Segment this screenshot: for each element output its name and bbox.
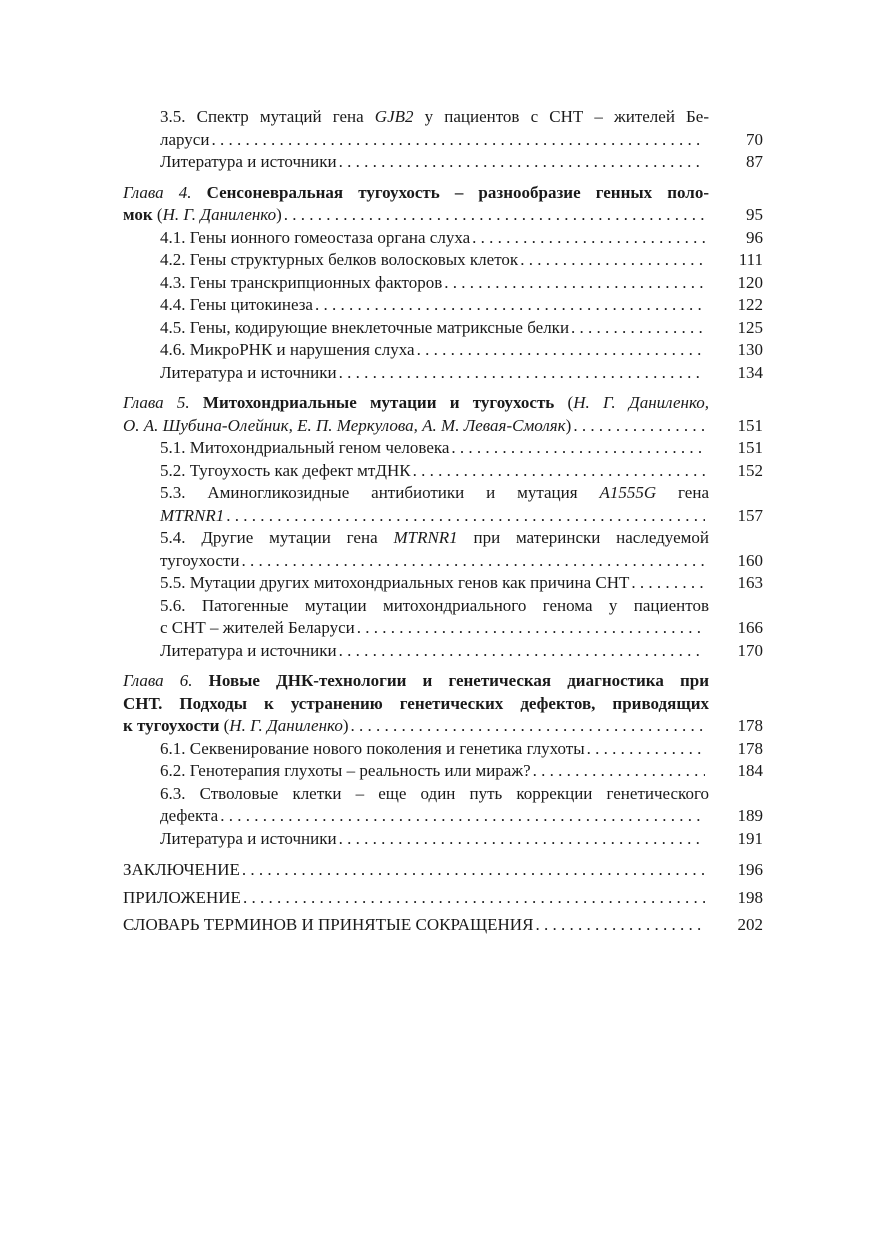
toc-chapter-5[interactable]: Глава 5. Митохондриальные мутации и тугоухость (Н. Г. Даниленко, [123, 393, 709, 412]
toc-entry-5-2[interactable]: 5.2. Тугоухость как дефект мтДНК . . . 152 [123, 460, 763, 483]
toc-entry-3-5-cont[interactable]: ларуси . . . 70 [123, 129, 763, 152]
toc-chapter-6-cont[interactable]: СНТ. Подходы к устранению генетических дефектов, приводящих [123, 693, 709, 713]
toc-entry-6-3-cont[interactable]: дефекта . . . 189 [123, 805, 763, 828]
toc-chapter-4[interactable]: Глава 4. Сенсоневральная тугоухость – разнообразие генных поло- [123, 182, 709, 202]
leader-dots [284, 204, 705, 227]
toc-entry-4-3[interactable]: 4.3. Гены транскрипционных факторов . . . 120 [123, 272, 763, 295]
toc-entry-5-6[interactable]: 5.6. Патогенные мутации митохондриального генома у пациентов [160, 595, 709, 615]
toc-entry-5-4-cont[interactable]: тугоухости . . . 160 [123, 550, 763, 573]
page-number: 70 [746, 129, 763, 149]
toc-entry-6-1[interactable]: 6.1. Секвенирование нового поколения и генетика глухоты . . . 178 [123, 738, 763, 761]
toc-entry-3-literature[interactable]: Литература и источники . . . 87 [123, 151, 763, 174]
toc-entry-4-2[interactable]: 4.2. Гены структурных белков волосковых клеток . . . 111 [123, 249, 763, 272]
toc-entry-5-5[interactable]: 5.5. Мутации других митохондриальных генов как причина СНТ . . . 163 [123, 572, 763, 595]
toc-entry-5-6-cont[interactable]: с СНТ – жителей Беларуси . . . 166 [123, 617, 763, 640]
page-number: 87 [746, 152, 763, 171]
toc-chapter-6[interactable]: Глава 6. Новые ДНК-технологии и генетическая диагностика при [123, 671, 710, 690]
toc-entry-5-4[interactable]: 5.4. Другие мутации гена MTRNR1 при матерински наследуемой [160, 528, 709, 547]
toc-entry-3-5[interactable]: 3.5. Спектр мутаций гена GJB2 у пациентов с СНТ – жителей Бе- [160, 107, 710, 126]
toc-chapter-5-cont[interactable]: О. А. Шубина-Олейник, Е. П. Меркулова, А. М. Левая-Смоляк) . . . 151 [123, 415, 763, 438]
toc-glossary[interactable]: СЛОВАРЬ ТЕРМИНОВ И ПРИНЯТЫЕ СОКРАЩЕНИЯ . . . 202 [123, 911, 763, 939]
toc-entry-6-literature[interactable]: Литература и источники . . . 191 [123, 828, 763, 851]
page-number: 95 [746, 205, 763, 224]
toc-entry-5-3-cont[interactable]: MTRNR1 . . . 157 [123, 505, 763, 528]
toc-entry-4-1[interactable]: 4.1. Гены ионного гомеостаза органа слуха . . . 96 [123, 227, 763, 250]
toc-entry-4-6[interactable]: 4.6. МикроРНК и нарушения слуха . . . 130 [123, 339, 763, 362]
toc-appendix[interactable]: ПРИЛОЖЕНИЕ . . . 198 [123, 884, 763, 912]
toc-conclusion[interactable]: ЗАКЛЮЧЕНИЕ . . . 196 [123, 856, 763, 884]
toc-entry-5-literature[interactable]: Литература и источники . . . 170 [123, 640, 763, 663]
toc-chapter-4-cont[interactable]: мок (Н. Г. Даниленко) . . . 95 [123, 204, 763, 227]
toc-entry-6-3[interactable]: 6.3. Стволовые клетки – еще один путь коррекции генетического [160, 783, 709, 803]
toc-entry-4-4[interactable]: 4.4. Гены цитокинеза . . . 122 [123, 294, 763, 317]
leader-dots [211, 129, 705, 152]
toc-entry-5-3[interactable]: 5.3. Аминогликозидные антибиотики и мутация A1555G гена [160, 483, 709, 502]
toc-entry-4-5[interactable]: 4.5. Гены, кодирующие внеклеточные матриксные белки . . . 125 [123, 317, 763, 340]
toc-entry-5-1[interactable]: 5.1. Митохондриальный геном человека . . . 151 [123, 437, 763, 460]
toc-chapter-6-cont2[interactable]: к тугоухости (Н. Г. Даниленко) . . . 178 [123, 715, 763, 738]
leader-dots [339, 151, 705, 174]
toc-entry-4-literature[interactable]: Литература и источники . . . 134 [123, 362, 763, 385]
table-of-contents [123, 106, 763, 939]
toc-entry-6-2[interactable]: 6.2. Генотерапия глухоты – реальность или мираж? . . . 184 [123, 760, 763, 783]
